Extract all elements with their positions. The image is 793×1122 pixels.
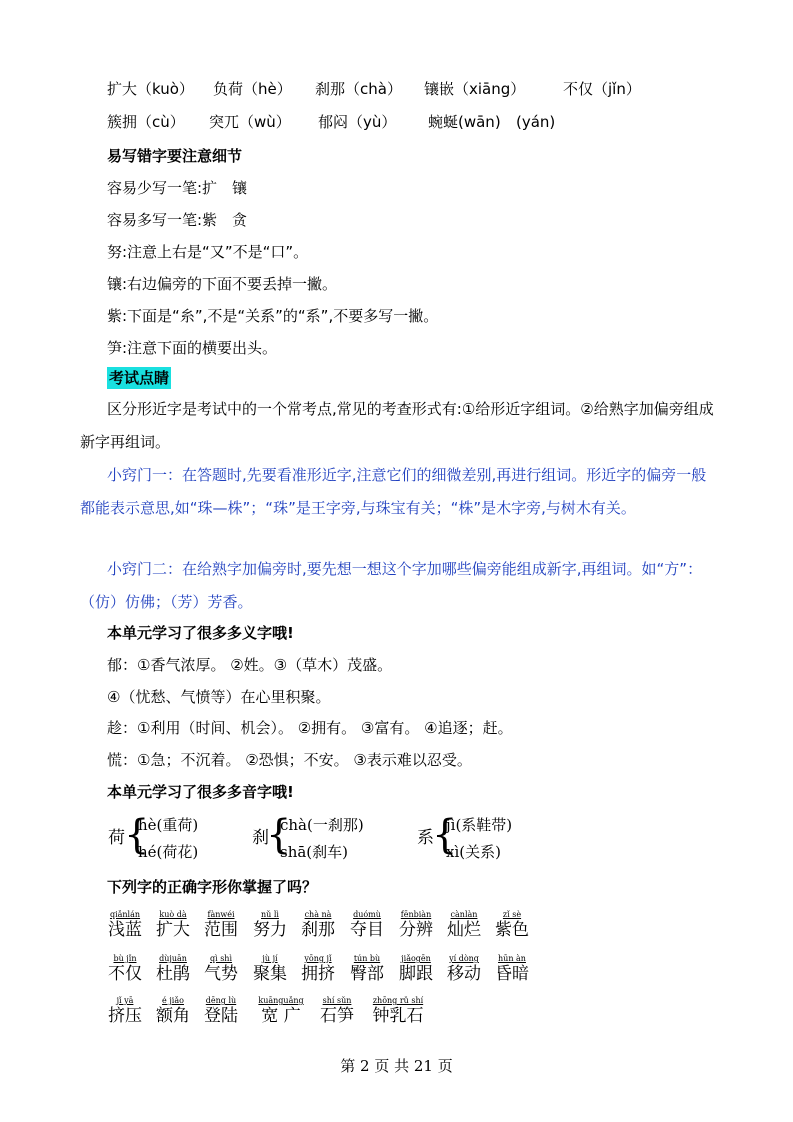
section-title-errors: 易写错字要注意细节 (107, 147, 243, 165)
word-hanzi: 移动 (447, 964, 481, 984)
polysemy-line: 郁：①香气浓厚。 ②姓。③（草木）茂盛。 (107, 656, 393, 674)
word-cell (345, 954, 389, 984)
pinyin-item: (yán) (516, 113, 556, 131)
page-footer: 第 2 页 共 21 页 (340, 1057, 453, 1075)
word-hanzi: 臀部 (350, 964, 384, 984)
word-cell (103, 954, 147, 984)
word-pinyin: yōng jǐ (304, 954, 332, 963)
word-hanzi: 扩大 (156, 920, 190, 940)
word-pinyin: zhōng rǔ shí (372, 996, 424, 1005)
word-cell (366, 996, 430, 1026)
word-pinyin: kuānguǎng (258, 996, 304, 1005)
error-line: 容易多写一笔:紫 贪 (107, 211, 248, 229)
word-cell (248, 910, 292, 940)
brace-icon: { (266, 812, 292, 858)
word-hanzi: 灿烂 (447, 920, 481, 940)
word-pinyin: jǐ yā (116, 996, 134, 1005)
polyphone-reading: chà(一刹那) (280, 816, 364, 834)
section-title-exam (107, 368, 171, 388)
word-hanzi: 宽 广 (261, 1006, 301, 1026)
pinyin-item: 扩大（kuò） (107, 80, 194, 98)
word-cell (151, 954, 195, 984)
word-cell (394, 954, 438, 984)
word-hanzi: 钟乳石 (372, 1006, 424, 1026)
polyphone-reading: hé(荷花) (138, 843, 199, 861)
word-cell (296, 954, 340, 984)
tip-two: 小窍门二：在给熟字加偏旁时,要先想一想这个字加哪些偏旁能组成新字,再组词。如“方”：（仿）仿佛；（芳）芳香。 (80, 560, 703, 611)
error-line: 紫:下面是“糸”,不是“关系”的“系”,不要多写一撇。 (107, 307, 439, 325)
word-hanzi: 紫色 (495, 920, 529, 940)
section-title-forms: 下列字的正确字形你掌握了吗？ (107, 878, 318, 896)
word-pinyin: cànlàn (450, 910, 478, 919)
word-hanzi: 刹那 (301, 920, 335, 940)
pinyin-item: 蜿蜒(wān) (428, 113, 501, 131)
word-pinyin: jiǎogēn (401, 954, 431, 963)
polyphone-reading: xì(关系) (446, 843, 501, 861)
error-line: 努:注意上右是“又”不是“口”。 (107, 243, 309, 261)
word-pinyin: hūn àn (498, 954, 526, 963)
word-pinyin: é jiǎo (162, 996, 184, 1005)
word-cell (296, 910, 340, 940)
section-title-polyphone: 本单元学习了很多多音字哦! (107, 783, 294, 801)
section-title-polysemy: 本单元学习了很多多义字哦! (107, 624, 294, 642)
word-pinyin: qì shì (209, 954, 233, 963)
word-pinyin: duómù (353, 910, 381, 919)
error-line: 容易少写一笔:扩 镶 (107, 179, 248, 197)
word-hanzi: 夺目 (350, 920, 384, 940)
word-hanzi: 登陆 (204, 1006, 238, 1026)
word-cell (442, 954, 486, 984)
word-cell (103, 996, 147, 1026)
word-hanzi: 额角 (156, 1006, 190, 1026)
pinyin-item: 镶嵌（xiāng） (424, 80, 526, 98)
brace-icon: { (432, 812, 458, 858)
polyphone-reading: shā(刹车) (280, 843, 349, 861)
word-cell (151, 996, 195, 1026)
tip-one: 小窍门一：在答题时,先要看准形近字,注意它们的细微差别,再进行组词。形近字的偏旁一般都能表示意思,如“珠—株”；“珠”是王字旁,与珠宝有关；“株”是木字旁,与树木有关。 (80, 466, 707, 517)
word-pinyin: dùjuān (159, 954, 187, 963)
word-hanzi: 不仅 (108, 964, 142, 984)
polysemy-line: ④（忧愁、气愤等）在心里积聚。 (107, 688, 331, 706)
polyphone-reading: jì(系鞋带) (446, 816, 513, 834)
pinyin-item: 不仅（jǐn） (563, 80, 641, 98)
pinyin-item: 簇拥（cù） (107, 113, 185, 131)
word-hanzi: 浅蓝 (108, 920, 142, 940)
word-cell (490, 910, 534, 940)
word-hanzi: 范围 (204, 920, 238, 940)
brace-icon: { (124, 812, 150, 858)
polyphone-char: 系 (417, 828, 434, 848)
word-hanzi: 气势 (204, 964, 238, 984)
polyphone-reading: hè(重荷) (138, 816, 199, 834)
polysemy-line: 趁：①利用（时间、机会）。 ②拥有。 ③富有。 ④追逐；赶。 (107, 719, 513, 737)
pinyin-item: 负荷（hè） (213, 80, 292, 98)
word-pinyin: dēng lù (205, 996, 237, 1005)
word-hanzi: 挤压 (108, 1006, 142, 1026)
pinyin-item: 突兀（wù） (209, 113, 291, 131)
word-hanzi: 昏暗 (495, 964, 529, 984)
word-cell (151, 910, 195, 940)
error-line: 笋:注意下面的横要出头。 (107, 339, 278, 357)
word-cell (345, 910, 389, 940)
word-hanzi: 杜鹃 (156, 964, 190, 984)
word-pinyin: kuò dà (159, 910, 187, 919)
word-pinyin: zǐ sè (502, 910, 522, 919)
word-pinyin: nǔ lì (261, 910, 279, 919)
word-cell (253, 996, 309, 1026)
pinyin-item: 刹那（chà） (315, 80, 402, 98)
word-pinyin: bù jǐn (113, 954, 137, 963)
word-pinyin: qiǎnlán (109, 910, 141, 919)
word-pinyin: jù jí (262, 954, 278, 963)
word-cell (248, 954, 292, 984)
polyphone-char: 荷 (108, 828, 125, 848)
word-cell (199, 910, 243, 940)
word-hanzi: 脚跟 (399, 964, 433, 984)
word-cell (394, 910, 438, 940)
word-pinyin: fànwéi (207, 910, 235, 919)
word-pinyin: chà nà (304, 910, 332, 919)
word-pinyin: yí dòng (449, 954, 479, 963)
word-hanzi: 石笋 (320, 1006, 354, 1026)
word-hanzi: 努力 (253, 920, 287, 940)
word-hanzi: 聚集 (253, 964, 287, 984)
word-pinyin: fēnbiàn (400, 910, 432, 919)
word-pinyin: shí sǔn (322, 996, 352, 1005)
error-line: 镶:右边偏旁的下面不要丢掉一撇。 (107, 275, 338, 293)
word-cell (103, 910, 147, 940)
word-cell (199, 996, 243, 1026)
exam-title-highlight: 考试点睛 (109, 369, 170, 387)
word-hanzi: 拥挤 (301, 964, 335, 984)
polyphone-char: 刹 (252, 828, 269, 848)
word-pinyin: tún bù (353, 954, 381, 963)
exam-paragraph: 区分形近字是考试中的一个常考点,常见的考查形式有:①给形近字组词。②给熟字加偏旁组成新字再组词。 (80, 400, 714, 451)
word-cell (199, 954, 243, 984)
pinyin-item: 郁闷（yù） (318, 113, 397, 131)
word-cell (315, 996, 359, 1026)
word-hanzi: 分辨 (399, 920, 433, 940)
word-cell (442, 910, 486, 940)
word-cell (490, 954, 534, 984)
polysemy-line: 慌：①急；不沉着。 ②恐惧；不安。 ③表示难以忍受。 (107, 751, 472, 769)
